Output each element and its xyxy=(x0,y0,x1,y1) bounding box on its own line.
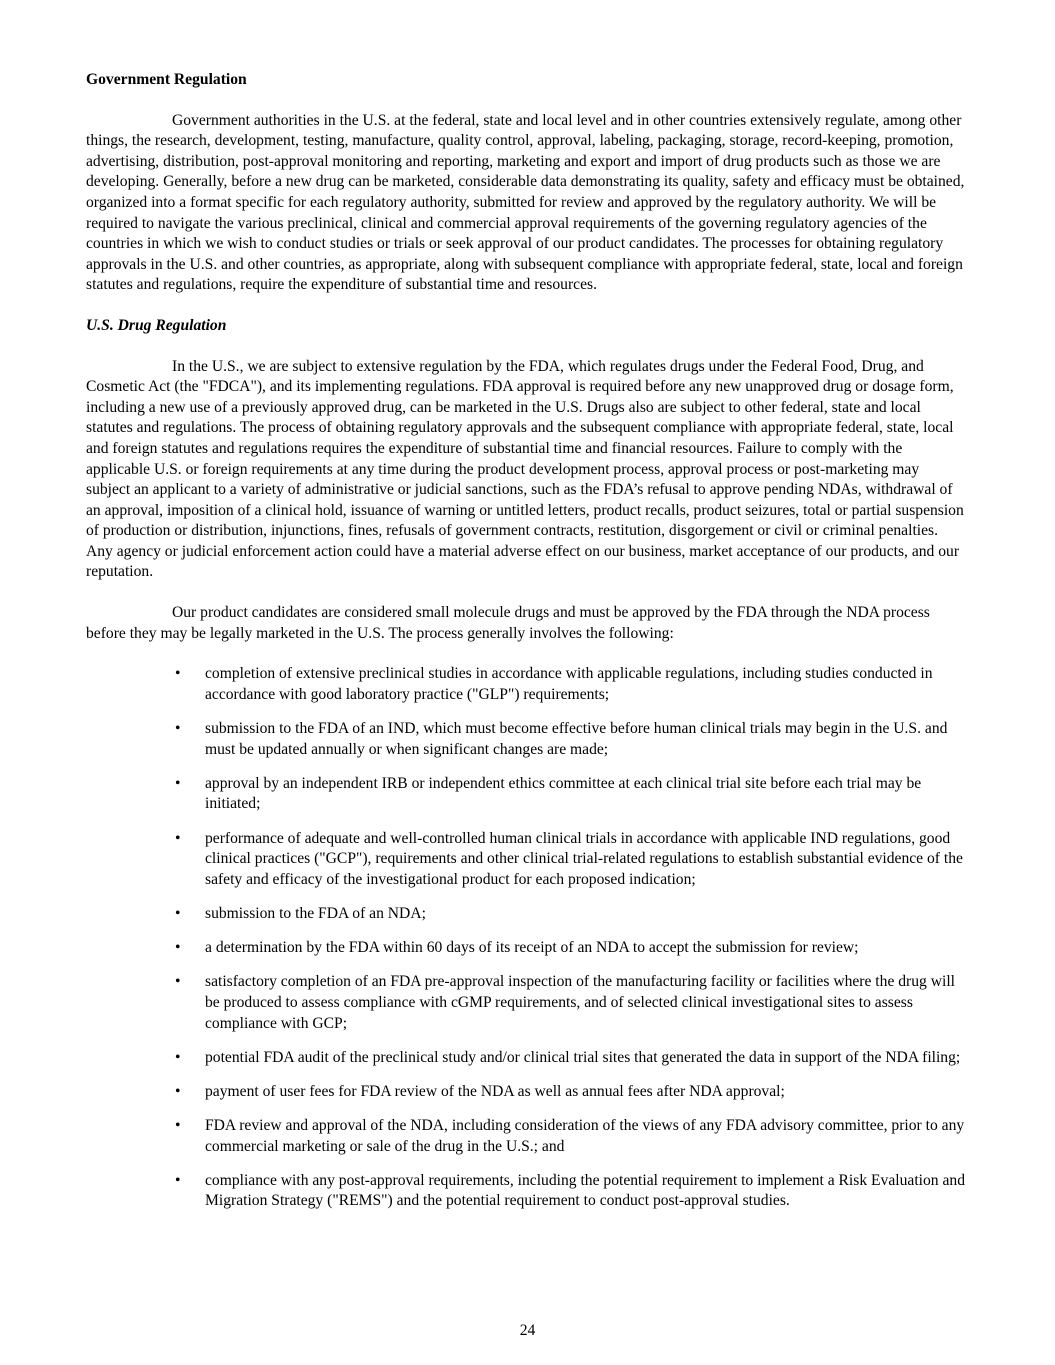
bullet-icon: • xyxy=(175,939,181,957)
list-item-text: FDA review and approval of the NDA, including consideration of the views of any FDA advisory committee, prior to any commercial marketing or sale of the drug in the U.S.; and xyxy=(205,1117,965,1155)
list-item xyxy=(86,774,966,815)
list-item-text: submission to the FDA of an NDA; xyxy=(205,904,426,922)
bullet-icon: • xyxy=(175,720,181,738)
list-item-text: payment of user fees for FDA review of the NDA as well as annual fees after NDA approval; xyxy=(205,1082,785,1100)
list-item xyxy=(86,1048,966,1069)
list-item xyxy=(86,904,966,925)
bullet-icon: • xyxy=(175,1117,181,1135)
bullet-icon: • xyxy=(175,1082,181,1100)
list-item-text: submission to the FDA of an IND, which must become effective before human clinical trials may begin in the U.S. and must be updated annually or when significant changes are made; xyxy=(205,720,948,758)
list-item-text: a determination by the FDA within 60 days of its receipt of an NDA to accept the submission for review; xyxy=(205,939,859,957)
bullet-icon: • xyxy=(175,774,181,792)
bullet-icon: • xyxy=(175,829,181,847)
list-item xyxy=(86,972,966,1034)
list-item-text: compliance with any post-approval requirements, including the potential requirement to implement a Risk Evaluation and Migration Strategy ("REMS") and the potential requirement to conduct post-approval studies. xyxy=(205,1171,965,1210)
bullet-icon: • xyxy=(175,665,181,683)
list-item xyxy=(86,829,966,891)
list-item xyxy=(86,1171,966,1212)
list-item xyxy=(86,664,966,705)
list-item-text: potential FDA audit of the preclinical study and/or clinical trial sites that generated the data in support of the NDA filing; xyxy=(205,1048,961,1066)
subsection-title: U.S. Drug Regulation xyxy=(86,316,227,334)
bullet-icon: • xyxy=(175,1171,181,1189)
bullet-icon: • xyxy=(175,1048,181,1066)
list-item-text: approval by an independent IRB or independent ethics committee at each clinical trial site before each trial may be initiated; xyxy=(205,774,922,813)
list-item-text: completion of extensive preclinical studies in accordance with applicable regulations, including studies conducted in accordance with good laboratory practice ("GLP") requirements; xyxy=(205,665,933,703)
list-item xyxy=(86,938,966,959)
list-item xyxy=(86,1116,966,1157)
bullet-icon: • xyxy=(175,904,181,922)
list-item-text: performance of adequate and well-controlled human clinical trials in accordance with applicable IND regulations, good clinical practices ("GCP"), requirements and other clinical trial-related regulations to establish substantial evidence of the safety and efficacy of the investigational product for each proposed indication; xyxy=(205,829,963,888)
list-item xyxy=(86,719,966,760)
bullet-icon: • xyxy=(175,973,181,991)
intro-paragraph: Government authorities in the U.S. at the federal, state and local level and in other countries extensively regulate, among other things, the research, development, testing, manufacture, quality control, approval, labeling, packaging, storage, record-keeping, promotion, advertising, distribution, post-approval monitoring and reporting, marketing and export and import of drug products such as those we are developing. Generally, before a new drug can be marketed, considerable data demonstrating its quality, safety and efficacy must be obtained, organized into a format specific for each regulatory authority, submitted for review and approved by the regulatory authority. We will be required to navigate the various preclinical, clinical and commercial approval requirements of the governing regulatory agencies of the countries in which we wish to conduct studies or trials or seek approval of our product candidates. The processes for obtaining regulatory approvals in the U.S. and other countries, as appropriate, along with subsequent compliance with appropriate federal, state, local and foreign statutes and regulations, require the expenditure of substantial time and resources. xyxy=(86,111,965,294)
list-item xyxy=(86,1082,966,1103)
nda-process-list xyxy=(86,664,966,1212)
list-item-text: satisfactory completion of an FDA pre-approval inspection of the manufacturing facility or facilities where the drug will be produced to assess compliance with cGMP requirements, and of selected clinical investigational sites to assess compliance with GCP; xyxy=(205,973,955,1032)
page-number: 24 xyxy=(519,1322,536,1339)
page-content xyxy=(86,70,966,1226)
section-title: Government Regulation xyxy=(86,71,247,88)
drug-regulation-paragraph: In the U.S., we are subject to extensive regulation by the FDA, which regulates drugs under the Federal Food, Drug, and Cosmetic Act (the "FDCA"), and its implementing regulations. FDA approval is required before any new unapproved drug or dosage form, including a new use of a previously approved drug, can be marketed in the U.S. Drugs also are subject to other federal, state and local statutes and regulations. The process of obtaining regulatory approvals and the subsequent compliance with appropriate federal, state, local and foreign statutes and regulations requires the expenditure of substantial time and financial resources. Failure to comply with the applicable U.S. or foreign requirements at any time during the product development process, approval process or post-marketing may subject an applicant to a variety of administrative or judicial sanctions, such as the FDA’s refusal to approve pending NDAs, withdrawal of an approval, imposition of a clinical hold, issuance of warning or untitled letters, product recalls, product seizures, total or partial suspension of production or distribution, injunctions, fines, refusals of government contracts, restitution, disgorgement or civil or criminal penalties. Any agency or judicial enforcement action could have a material adverse effect on our business, market acceptance of our products, and our reputation. xyxy=(86,357,964,581)
nda-process-paragraph: Our product candidates are considered small molecule drugs and must be approved by the FDA through the NDA process before they may be legally marketed in the U.S. The process generally involves the following: xyxy=(86,604,930,642)
